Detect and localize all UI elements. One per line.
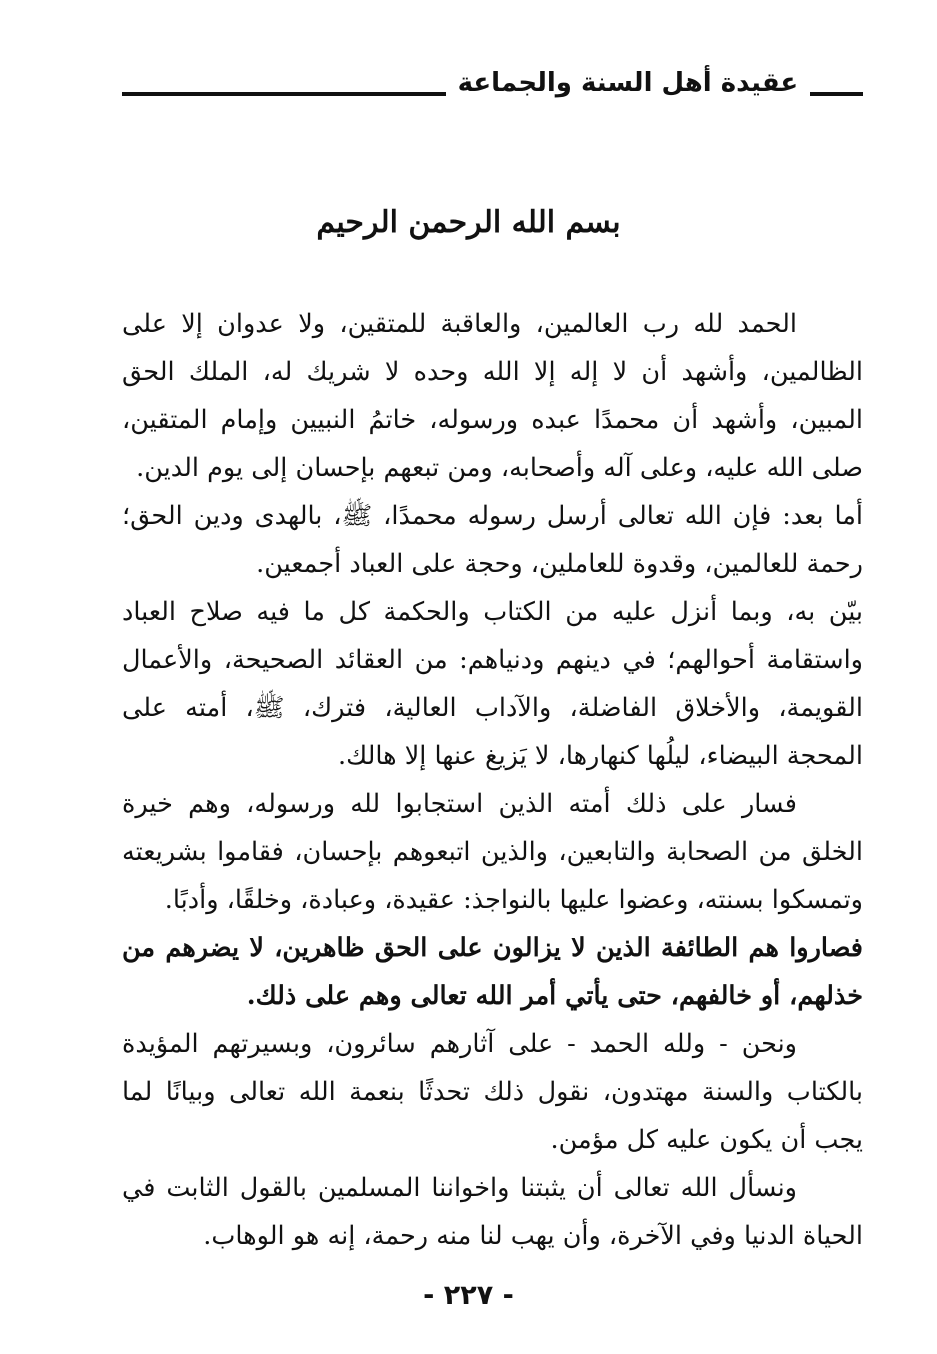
paragraph-fasara: فسار على ذلك أمته الذين استجابوا لله ورسوله، وهم خيرة الخلق من الصحابة والتابعين، والذين اتبعوهم بإحسان، فقاموا بشريعته وتمسكوا بسنته، وعضوا عليها بالنواجذ: عقيدة، وعبادة، وخلقًا، وأدبًا.: [122, 789, 863, 915]
paragraph-fasaru: فصاروا هم الطائفة الذين لا يزالون على الحق ظاهرين، لا يضرهم من خذلهم، أو خالفهم، حتى يأتي أمر الله تعالى وهم على ذلك.: [122, 933, 863, 1011]
running-header: [122, 58, 863, 108]
page-number: - ٢٢٧ -: [423, 1280, 514, 1311]
paragraph-nasal: ونسأل الله تعالى أن يثبتنا واخواننا المسلمين بالقول الثابت في الحياة الدنيا وفي الآخرة، وأن يهب لنا منه رحمة، إنه هو الوهاب.: [122, 1173, 863, 1251]
paragraph-amma-baad: أما بعد: فإن الله تعالى أرسل رسوله محمدًا، ﷺ، بالهدى ودين الحق؛ رحمة للعالمين، وقدوة للعاملين، وحجة على العباد أجمعين.: [122, 501, 863, 579]
paragraph-nahnu: ونحن - ولله الحمد - على آثارهم سائرون، وبسيرتهم المؤيدة بالكتاب والسنة مهتدون، نقول ذلك تحدثًا بنعمة الله تعالى وبيانًا لما يجب أن يكون عليه كل مؤمن.: [122, 1029, 863, 1155]
header-rule-left: [122, 92, 446, 96]
paragraph-opening: الحمد لله رب العالمين، والعاقبة للمتقين، ولا عدوان إلا على الظالمين، وأشهد أن لا إله إلا الله وحده لا شريك له، الملك الحق المبين، وأشهد أن محمدًا عبده ورسوله، خاتمُ النبيين وإمام المتقين، صلى الله عليه، وعلى آله وأصحابه، ومن تبعهم بإحسان إلى يوم الدين.: [122, 309, 863, 483]
header-rule-right: [810, 92, 863, 96]
paragraph-bayyana: بيّن به، وبما أنزل عليه من الكتاب والحكمة كل ما فيه صلاح العباد واستقامة أحوالهم؛ في دينهم ودنياهم: من العقائد الصحيحة، والأعمال القويمة، والأخلاق الفاضلة، والآداب العالية، فترك، ﷺ، أمته على المحجة البيضاء، ليلُها كنهارها، لا يَزيغ عنها إلا هالك.: [122, 597, 863, 771]
basmala-heading: بسم الله الرحمن الرحيم: [316, 205, 621, 240]
body-text: [122, 300, 863, 1260]
running-title: عقيدة أهل السنة والجماعة: [457, 68, 799, 98]
